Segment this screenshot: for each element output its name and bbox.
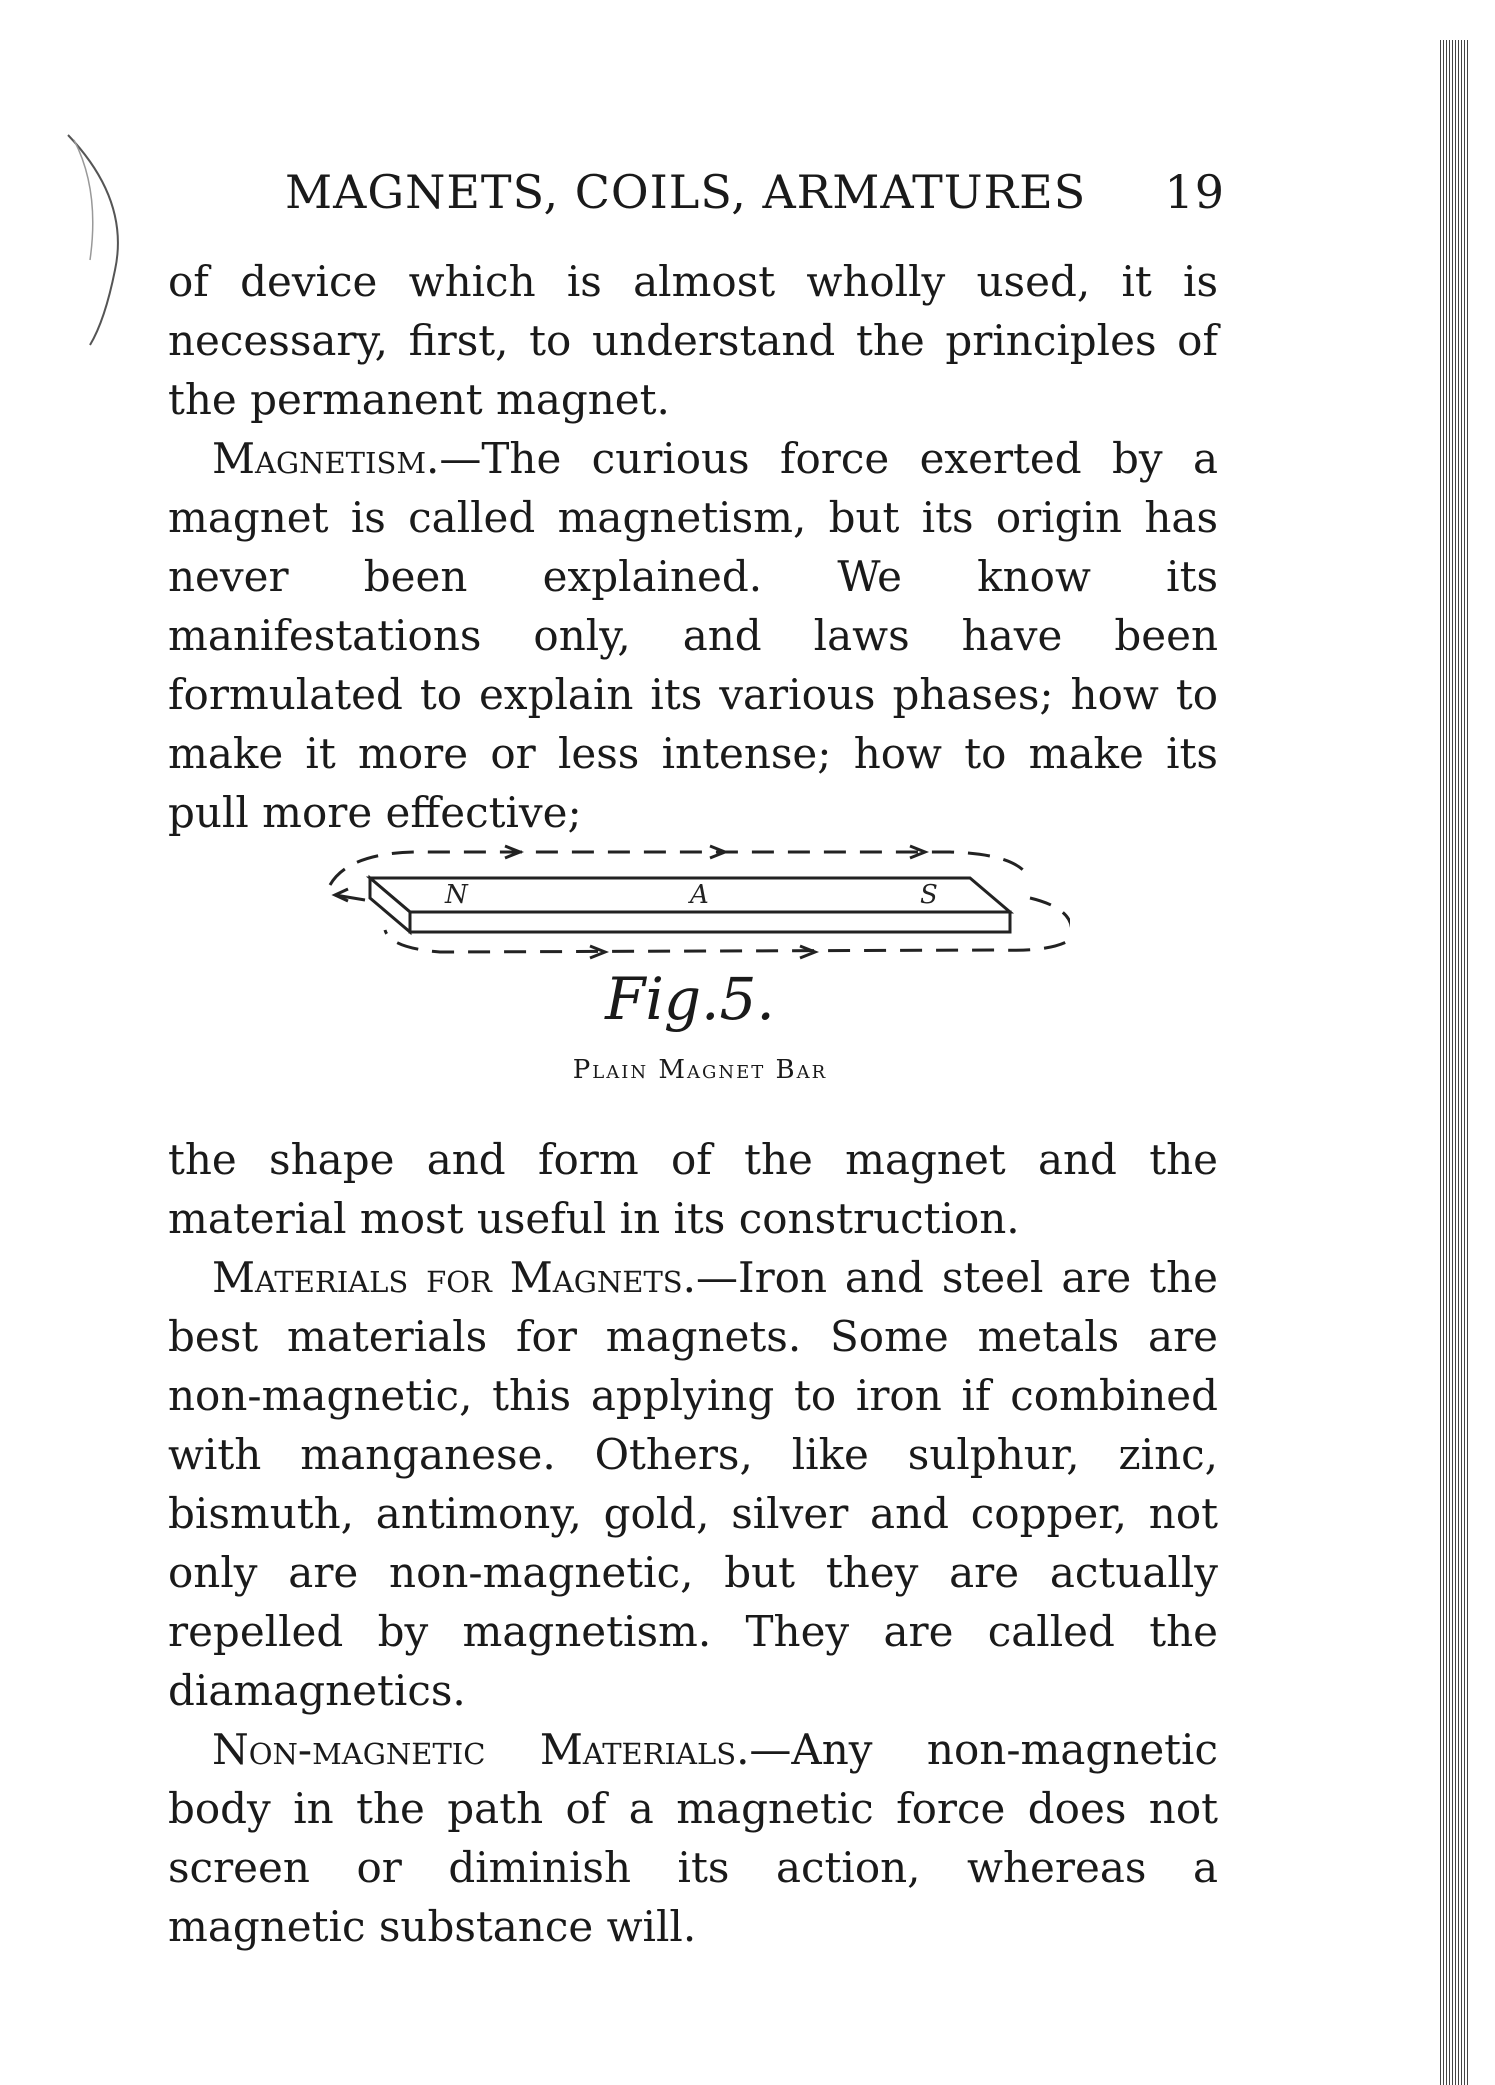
paragraph-materials: Materials for Magnets.—Iron and steel are the best materials for magnets. Some metals are non-magnetic, this applying to iron if combined with manganese. Others, like sulphur, zinc, bismuth, antimony, gold, silver and copper, not only are non-magnetic, but they are actually repelled by magnetism. They are called the diamagnetics. [168, 1253, 1218, 1715]
paragraph-magnetism: Magnetism.—The curious force exerted by a magnet is called magnetism, but its origin has never been explained. We know its manifestations only, and laws have been formulated to explain its various phases; how to make it more or less intense; how to make its pull more effective; [168, 434, 1218, 837]
paragraph-non-magnetic: Non-magnetic Materials.—Any non-magnetic body in the path of a magnetic force does not screen or diminish its action, whereas a magnetic substance will. [168, 1725, 1219, 1951]
margin-bracket-mark [60, 130, 140, 350]
running-head: MAGNETS, COILS, ARMATURES [285, 165, 1087, 219]
section-heading-magnetism: Magnetism. [212, 434, 440, 483]
page-number: 19 [1164, 165, 1225, 219]
section-heading-materials: Materials for Magnets. [212, 1253, 697, 1302]
text-block-top [168, 252, 1218, 842]
paragraph-continuation-2: the shape and form of the magnet and the material most useful in its construction. [168, 1135, 1218, 1243]
pole-label-center: A [690, 880, 709, 910]
text-block-bottom [168, 1130, 1218, 1956]
paragraph-continuation: of device which is almost wholly used, it is necessary, first, to understand the principles of the permanent magnet. [168, 257, 1218, 424]
figure-caption: Plain Magnet Bar [572, 1055, 828, 1085]
section-heading-non-magnetic: Non-magnetic Materials. [212, 1725, 750, 1774]
figure-label: Fig.5. [605, 965, 775, 1033]
pole-label-north: N [445, 880, 468, 910]
pole-label-south: S [920, 880, 938, 910]
page-edge-binding [1440, 40, 1470, 2085]
magnet-bar-figure [310, 840, 1070, 985]
